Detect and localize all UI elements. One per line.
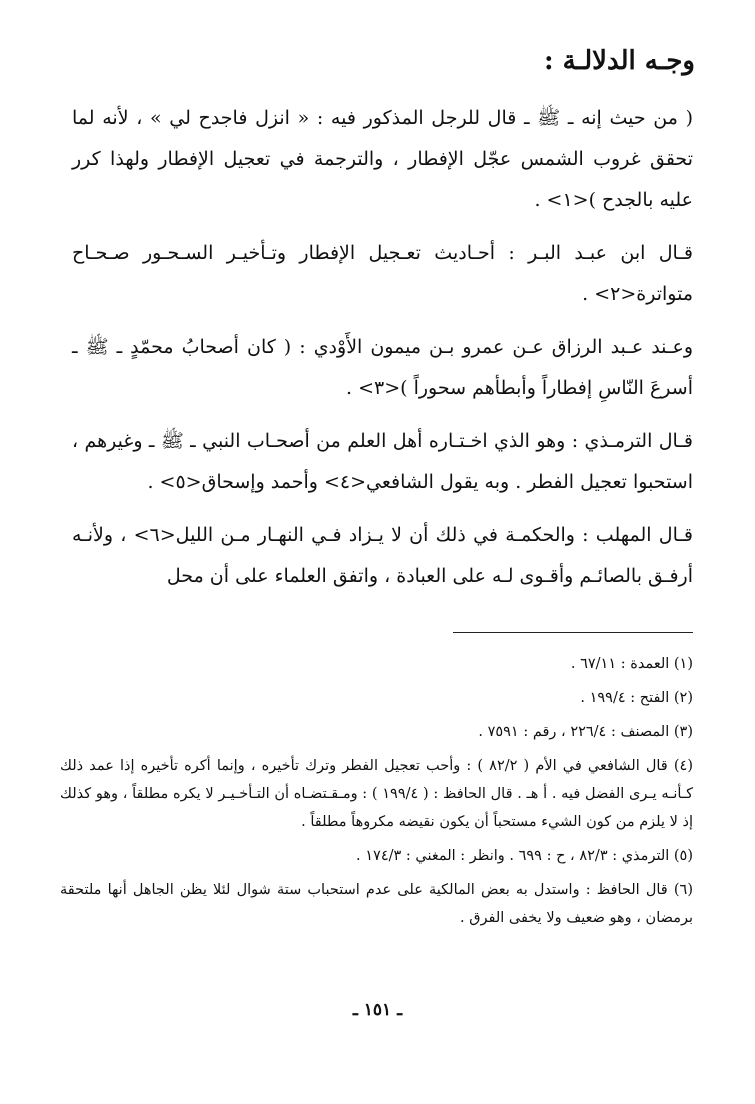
footnotes xyxy=(60,650,693,938)
footnote-5: (٥) الترمذي : ٨٢/٣ ، ح : ٦٩٩ . وانظر : المغني : ١٧٤/٣ . xyxy=(356,848,693,864)
paragraph-5: قـال المهلب : والحكمـة في ذلك أن لا يـزاد فـي النهـار مـن الليل<٦> ، ولأنـه أرفـق بالصائـم وأقـوى لـه على العبادة ، واتفق العلماء على أن محل xyxy=(72,524,694,587)
footnote-4: (٤) قال الشافعي في الأم ( ٨٢/٢ ) : وأحب تعجيل الفطر وترك تأخيره ، وإنما أكره تأخيره إذا عمد ذلك كـأنـه يـرى الفضل فيه . أ هـ . قال الحافظ : ( ١٩٩/٤ ) : ومـقـتضـاه أن التـأخـيـر لا يكره مطلقاً ، وهو كذلك إذ لا يلزم من كون الشيء مستحباً أن يكون نقيضه مكروهاً مطلقاً . xyxy=(60,758,693,830)
page-number: ـ ١٥١ ـ xyxy=(352,1000,403,1020)
paragraph-1: ( من حيث إنه ـ ﷺ ـ قال للرجل المذكور فيه : « انزل فاجدح لي » ، لأنه لما تحقق غروب الشمس عجّل الإفطار ، والترجمة في تعجيل الإفطار ولهذا كرر عليه بالجدح )<١> . xyxy=(72,107,693,211)
section-heading: وجـه الدلالـة : xyxy=(544,46,695,76)
footnote-separator xyxy=(453,632,693,633)
main-text xyxy=(72,98,693,609)
paragraph-4: قـال الترمـذي : وهو الذي اخـتـاره أهل العلم من أصحـاب النبي ـ ﷺ ـ وغيرهم ، استحبوا تعجيل الفطر . وبه يقول الشافعي<٤> وأحمد وإسحاق<٥> . xyxy=(72,430,693,493)
footnote-3: (٣) المصنف : ٢٢٦/٤ ، رقم : ٧٥٩١ . xyxy=(478,724,693,740)
footnote-6: (٦) قال الحافظ : واستدل به بعض المالكية على عدم استحباب ستة شوال لئلا يظن الجاهل أنها ملتحقة برمضان ، وهو ضعيف ولا يخفى الفرق . xyxy=(60,882,693,926)
paragraph-2: قـال ابن عبـد البـر : أحـاديث تعـجيل الإفطار وتـأخيـر السـحـور صـحـاح متواترة<٢> . xyxy=(72,242,693,305)
paragraph-3: وعـند عـبد الرزاق عـن عمرو بـن ميمون الأَوْدي : ( كان أصحابُ محمّدٍ ـ ﷺ ـ أسرعَ النّاسِ إفطاراً وأبطأهم سحوراً )<٣> . xyxy=(72,336,693,399)
footnote-2: (٢) الفتح : ١٩٩/٤ . xyxy=(580,690,693,706)
footnote-1: (١) العمدة : ٦٧/١١ . xyxy=(570,656,693,672)
